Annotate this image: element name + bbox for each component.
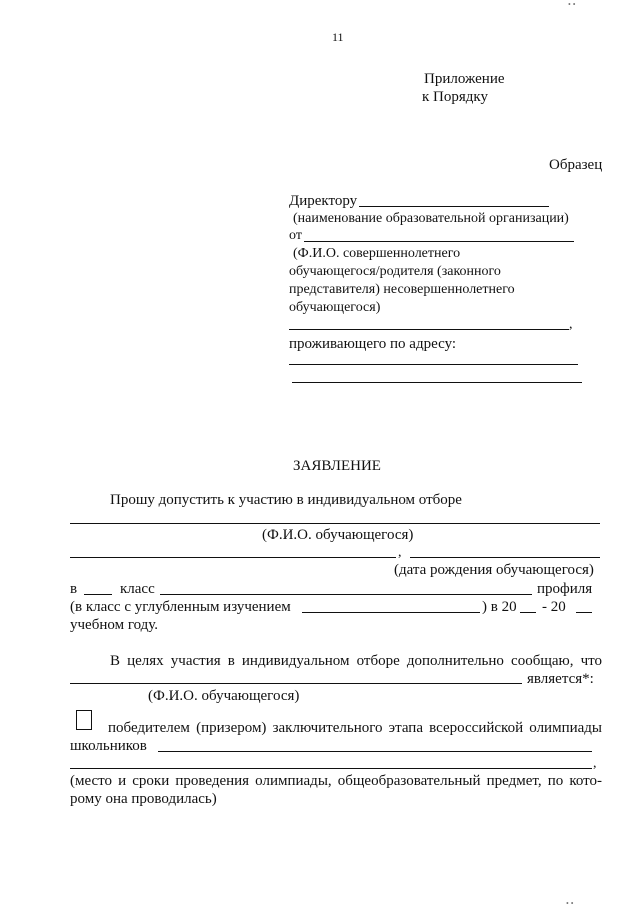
scan-mark: • • <box>568 0 576 9</box>
dash-20-text: - 20 <box>542 599 566 615</box>
address-line1[interactable] <box>289 364 578 365</box>
year-start-line[interactable] <box>520 612 536 613</box>
address-line2[interactable] <box>292 382 582 383</box>
olympiad-text-line1: победителем (призером) заключительного этапа всероссийской олимпиады <box>108 720 602 736</box>
from-label: от <box>289 228 302 243</box>
olympiad-checkbox[interactable] <box>76 710 92 730</box>
fio-student-hint2: (Ф.И.О. обучающегося) <box>148 688 300 704</box>
fio-hint-line2: обучающегося/родителя (законного <box>289 264 501 279</box>
fio-hint-line4: обучающегося) <box>289 300 381 315</box>
olympiad-text-line2: школьников <box>70 738 147 754</box>
student-name-line[interactable] <box>70 523 600 524</box>
class-number-line[interactable] <box>84 594 112 595</box>
is-text: является*: <box>527 671 594 687</box>
fio-extra-line[interactable] <box>289 329 569 330</box>
scan-mark-bottom: • • <box>566 899 574 908</box>
comma-after-olympiad: , <box>593 756 597 771</box>
class-word: класс <box>120 581 155 597</box>
fio-hint-line3: представителя) несовершеннолетнего <box>289 282 515 297</box>
in-word: в <box>70 581 78 597</box>
request-text: Прошу допустить к участию в индивидуальном отборе <box>110 492 462 508</box>
sample-label: Образец <box>549 157 603 173</box>
advanced-class-text: (в класс с углубленным изучением <box>70 599 291 615</box>
profile-line[interactable] <box>160 594 532 595</box>
director-label: Директору <box>289 193 358 209</box>
fio-student-hint: (Ф.И.О. обучающегося) <box>262 527 414 543</box>
olympiad-hint-line1: (место и сроки проведения олимпиады, общеобразовательный предмет, по кото- <box>70 773 602 789</box>
fio-hint-line1: (Ф.И.О. совершеннолетнего <box>293 246 461 261</box>
school-year-text: учебном году. <box>70 617 159 633</box>
org-hint: (наименование образовательной организации) <box>293 211 569 226</box>
olympiad-hint-line2: рому она проводилась) <box>70 791 217 807</box>
advanced-subject-line[interactable] <box>302 612 480 613</box>
comma-mark: , <box>569 317 573 332</box>
document-title: ЗАЯВЛЕНИЕ <box>293 458 381 474</box>
appendix-line2: к Порядку <box>422 89 488 105</box>
director-name-line[interactable] <box>359 206 549 207</box>
address-label: проживающего по адресу: <box>289 336 457 352</box>
page-number: 11 <box>332 30 344 44</box>
additional-text: В целях участия в индивидуальном отборе дополнительно сообщаю, что <box>110 653 602 669</box>
student-name-line3[interactable] <box>70 683 522 684</box>
year-end-line[interactable] <box>576 612 592 613</box>
birth-date-line[interactable] <box>410 557 600 558</box>
profile-word: профиля <box>537 581 593 597</box>
comma-after-name: , <box>398 545 402 560</box>
appendix-line1: Приложение <box>424 71 505 87</box>
olympiad-info-line1[interactable] <box>158 751 592 752</box>
birth-date-hint: (дата рождения обучающегося) <box>394 562 594 578</box>
in-20-text: ) в 20 <box>482 599 517 615</box>
olympiad-info-line2[interactable] <box>70 768 592 769</box>
student-name-line2[interactable] <box>70 557 396 558</box>
from-name-line[interactable] <box>304 241 574 242</box>
